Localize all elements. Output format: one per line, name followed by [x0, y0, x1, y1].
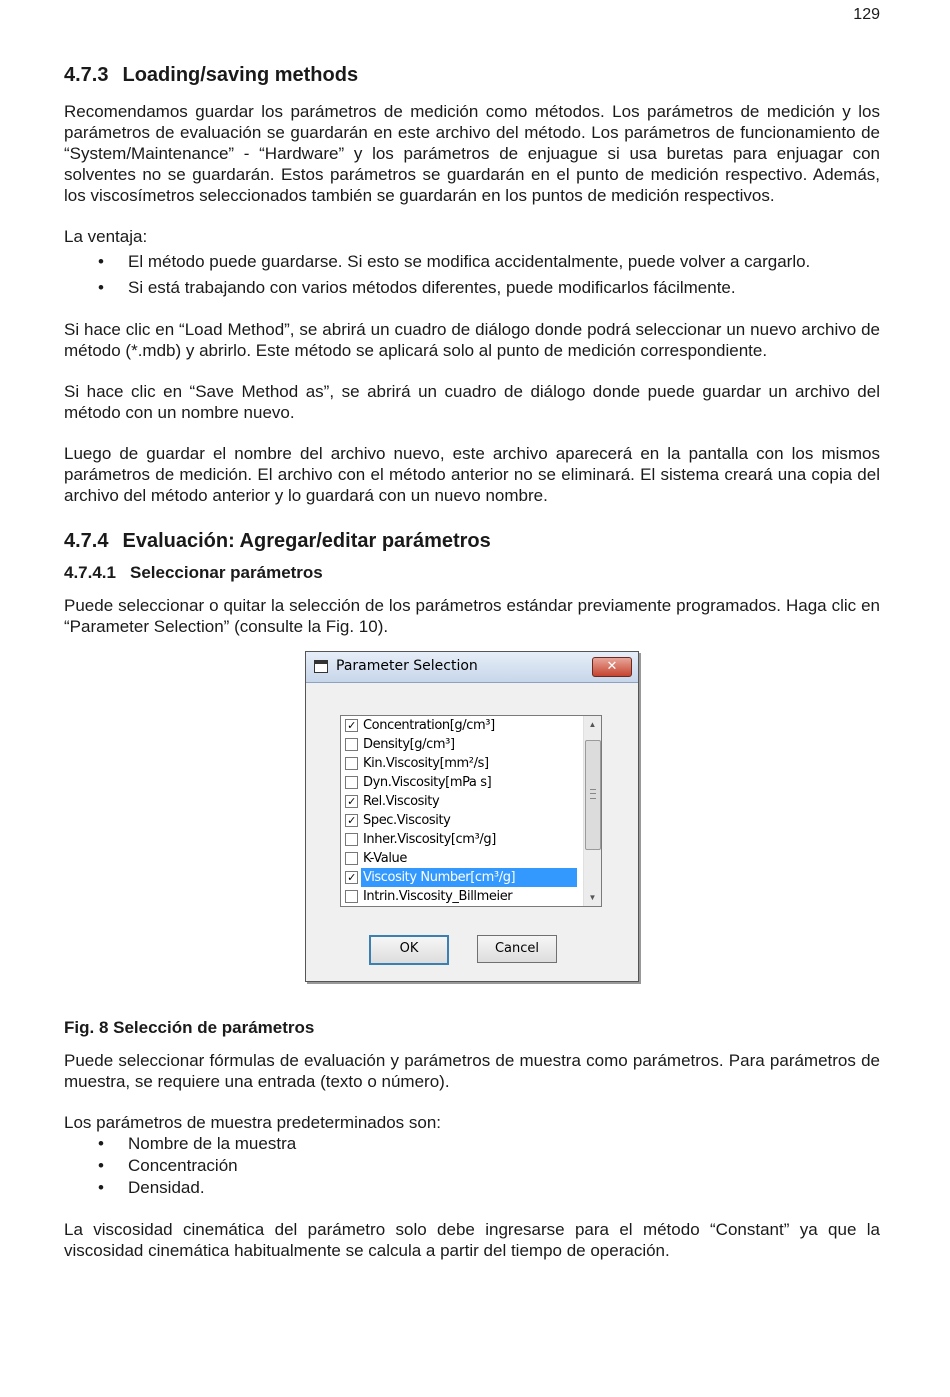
section-number: 4.7.4 — [64, 530, 109, 552]
list-item-label: Concentration[g/cm³] — [363, 718, 495, 733]
checkbox[interactable]: ✓ — [345, 795, 358, 808]
section-heading-4-7-4 — [64, 530, 880, 553]
section-title: Seleccionar parámetros — [130, 563, 323, 582]
paragraph-formulas: Puede seleccionar fórmulas de evaluación y parámetros de muestra como parámetros. Para parámetros de muestra, se requiere una entrada (texto o número). — [64, 1051, 880, 1091]
section-heading-4-7-3 — [64, 64, 880, 87]
list-item-concentration[interactable] — [341, 716, 601, 735]
list-item: • Concentración — [128, 1155, 880, 1177]
checkbox[interactable] — [345, 852, 358, 865]
list-item: • Si está trabajando con varios métodos diferentes, puede modificarlos fácilmente. — [128, 277, 880, 299]
list-item: • Nombre de la muestra — [128, 1133, 880, 1155]
list-item: • Densidad. — [128, 1177, 880, 1199]
scroll-down-arrow-icon[interactable]: ▼ — [588, 893, 597, 902]
checkbox[interactable] — [345, 833, 358, 846]
checkbox[interactable] — [345, 757, 358, 770]
paragraph-methods-intro: Recomendamos guardar los parámetros de medición como métodos. Los parámetros de medición y los parámetros de evaluación se guardarán en este archivo del método. Los parámetros de funcionamiento de “System/Maintenance” - “Hardware” y los parámetros de enjuague si usa buretas para enjuagar con solventes no se guardarán. Estos parámetros se guardarán en el punto de medición respectivo. Además, los viscosímetros seleccionados también se guardarán en los puntos de medición respectivos. — [64, 102, 880, 205]
list-item-label: Spec.Viscosity — [363, 813, 451, 828]
section-heading-4-7-4-1 — [64, 563, 880, 583]
checkbox[interactable]: ✓ — [345, 719, 358, 732]
list-item-k-value[interactable] — [341, 849, 601, 868]
advantage-list — [64, 251, 880, 299]
paragraph-load-method: Si hace clic en “Load Method”, se abrirá un cuadro de diálogo donde podrá seleccionar un nuevo archivo de método (*.mdb) y abrirlo. Este método se aplicará solo al punto de medición correspondiente. — [64, 320, 880, 360]
list-item-label: Kin.Viscosity[mm²/s] — [363, 756, 489, 771]
list-item-dyn-viscosity[interactable] — [341, 773, 601, 792]
defaults-list — [64, 1133, 880, 1199]
grip-icon — [590, 789, 596, 799]
figure-screenshot — [305, 651, 641, 984]
list-item-label: K-Value — [363, 851, 407, 866]
dialog-title: Parameter Selection — [336, 658, 478, 674]
paragraph-save-method: Si hace clic en “Save Method as”, se abrirá un cuadro de diálogo donde puede guardar un archivo del método con un nombre nuevo. — [64, 382, 880, 422]
parameter-selection-dialog — [305, 651, 639, 982]
scroll-thumb[interactable] — [585, 740, 601, 850]
defaults-intro: Los parámetros de muestra predeterminados son: — [64, 1113, 442, 1132]
paragraph-kinematic-note: La viscosidad cinemática del parámetro solo debe ingresarse para el método “Constant” ya que la viscosidad cinemática habitualmente se calcula a partir del tiempo de operación. — [64, 1220, 880, 1260]
close-button[interactable]: ✕ — [592, 657, 632, 677]
checkbox[interactable] — [345, 738, 358, 751]
cancel-button[interactable]: Cancel — [477, 935, 557, 963]
advantage-intro: La ventaja: — [64, 227, 148, 246]
vertical-scrollbar[interactable] — [583, 716, 601, 906]
checkbox[interactable]: ✓ — [345, 814, 358, 827]
section-number: 4.7.4.1 — [64, 563, 116, 582]
list-item: • El método puede guardarse. Si esto se modifica accidentalmente, puede volver a cargarlo. — [128, 251, 880, 273]
list-item-label: Viscosity Number[cm³/g] — [361, 868, 577, 887]
list-item-label: Rel.Viscosity — [363, 794, 440, 809]
section-number: 4.7.3 — [64, 64, 109, 86]
list-item-rel-viscosity[interactable] — [341, 792, 601, 811]
document-body — [64, 64, 880, 1281]
checkbox[interactable]: ✓ — [345, 871, 358, 884]
list-item-label: Inher.Viscosity[cm³/g] — [363, 832, 496, 847]
list-item-inher-viscosity[interactable] — [341, 830, 601, 849]
list-item-label: Density[g/cm³] — [363, 737, 455, 752]
list-item-viscosity-number[interactable] — [341, 868, 601, 887]
list-item-label: Intrin.Viscosity_Billmeier — [363, 889, 513, 904]
section-title: Loading/saving methods — [122, 64, 359, 86]
dialog-titlebar[interactable] — [306, 652, 638, 683]
figure-caption: Fig. 8 Selección de parámetros — [64, 1018, 315, 1037]
checkbox[interactable] — [345, 776, 358, 789]
page-number: 129 — [853, 6, 880, 23]
paragraph-select-params: Puede seleccionar o quitar la selección de los parámetros estándar previamente programados. Haga clic en “Parameter Selection” (consulte la Fig. 10). — [64, 596, 880, 636]
window-icon — [314, 660, 328, 673]
list-item-spec-viscosity[interactable] — [341, 811, 601, 830]
list-item-density[interactable] — [341, 735, 601, 754]
list-item-intrin-viscosity[interactable] — [341, 887, 601, 906]
parameter-listbox[interactable] — [340, 715, 602, 907]
paragraph-after-save: Luego de guardar el nombre del archivo nuevo, este archivo aparecerá en la pantalla con los mismos parámetros de medición. El archivo con el método anterior no se eliminará. El sistema creará una copia del archivo del método anterior y lo guardará con un nuevo nombre. — [64, 444, 880, 505]
ok-button[interactable]: OK — [369, 935, 449, 965]
scroll-up-arrow-icon[interactable]: ▲ — [588, 720, 597, 729]
list-item-kin-viscosity[interactable] — [341, 754, 601, 773]
list-item-label: Dyn.Viscosity[mPa s] — [363, 775, 492, 790]
checkbox[interactable] — [345, 890, 358, 903]
section-title: Evaluación: Agregar/editar parámetros — [122, 530, 491, 552]
